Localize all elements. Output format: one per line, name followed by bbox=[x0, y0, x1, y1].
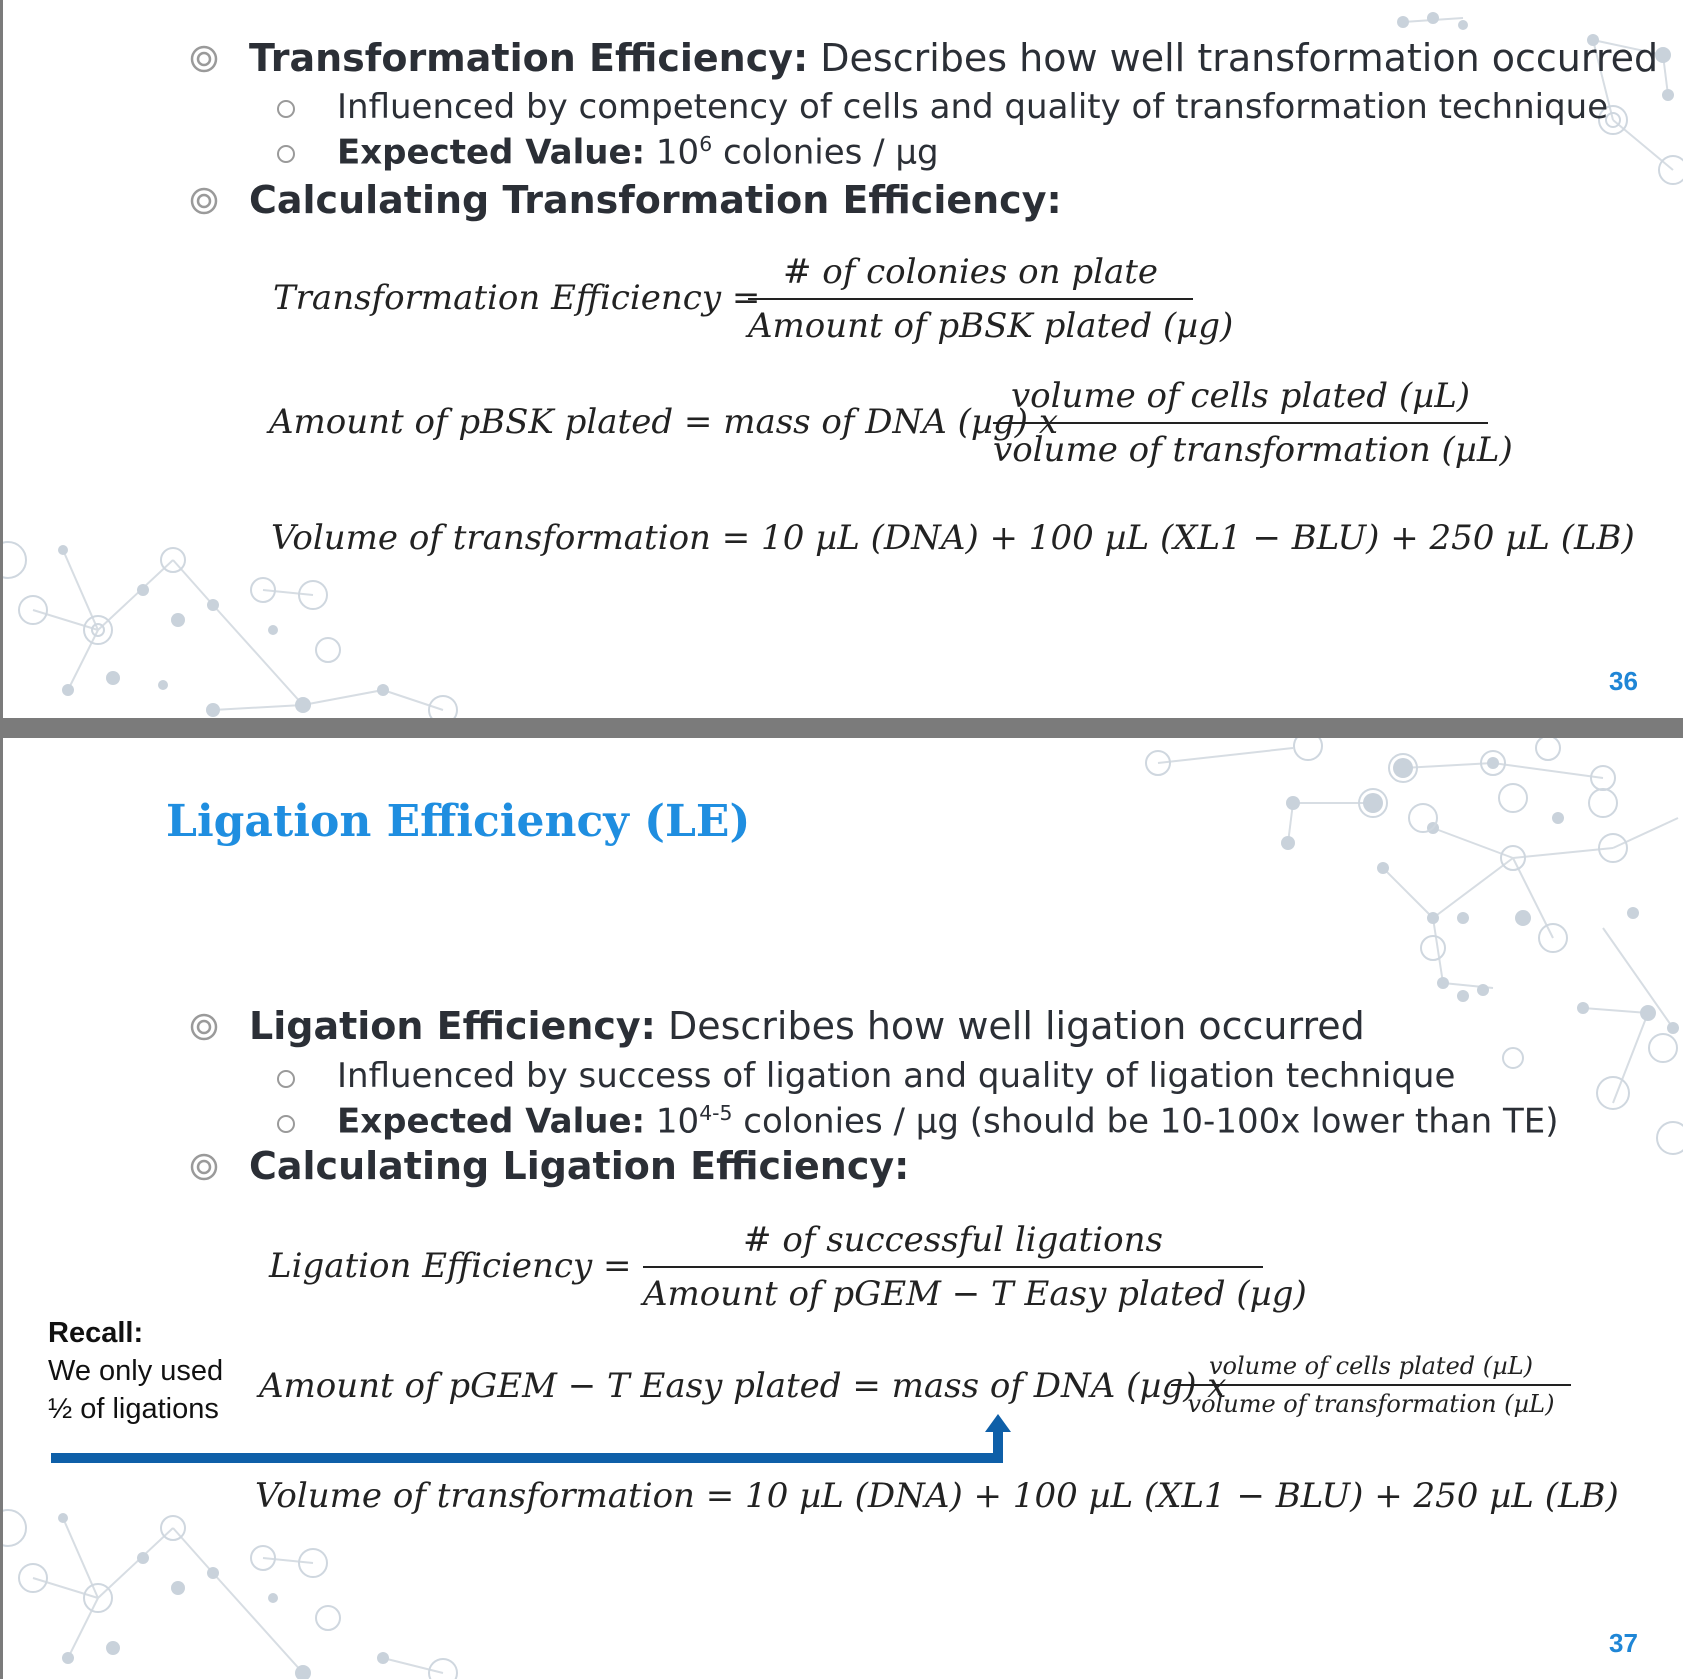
recall-line-1: We only used bbox=[48, 1355, 224, 1387]
sub-bullet-icon bbox=[277, 100, 295, 118]
eq-amount-denominator: volume of transformation (µL) bbox=[993, 430, 1513, 470]
sub-bullet-influenced: Influenced by competency of cells and quality of transformation technique bbox=[337, 87, 1609, 127]
eq-le-fraction bbox=[643, 1220, 1307, 1314]
sub-bullet-influenced: Influenced by success of ligation and quality of ligation technique bbox=[337, 1056, 1456, 1096]
eq-te-denominator: Amount of pBSK plated (µg) bbox=[748, 306, 1234, 346]
bullet-calculating-te: Calculating Transformation Efficiency: bbox=[249, 178, 1062, 222]
bullet-ring-icon bbox=[189, 186, 219, 216]
molecule-decoration bbox=[3, 738, 1683, 1679]
eq-volume: Volume of transformation = 10 µL (DNA) + 100 µL (XL1 − BLU) + 250 µL (LB) bbox=[255, 1476, 1619, 1516]
recall-line-2: ½ of ligations bbox=[48, 1393, 219, 1425]
page-title: Ligation Efficiency (LE) bbox=[166, 796, 751, 847]
eq-le-numerator: # of successful ligations bbox=[743, 1220, 1163, 1260]
eq-le-denominator: Amount of pGEM − T Easy plated (µg) bbox=[643, 1274, 1307, 1314]
bullet-calculating-le: Calculating Ligation Efficiency: bbox=[249, 1144, 910, 1188]
eq-volume: Volume of transformation = 10 µL (DNA) + 100 µL (XL1 − BLU) + 250 µL (LB) bbox=[271, 518, 1635, 558]
bullet-ring-icon bbox=[189, 44, 219, 74]
recall-arrow-icon bbox=[43, 1408, 1023, 1468]
sub-bullet-expected-value: Expected Value: 10$^{4-5}$ colonies / µg (should be 10-100x lower than TE) bbox=[337, 1101, 1559, 1142]
eq-te-lhs: Transformation Efficiency = bbox=[273, 278, 761, 318]
sub-bullet-icon bbox=[277, 145, 295, 163]
eq-te-fraction bbox=[748, 252, 1234, 346]
eq-amount-numerator: volume of cells plated (µL) bbox=[1208, 1352, 1534, 1380]
page-number: 36 bbox=[1609, 666, 1638, 696]
eq-amount-lhs: Amount of pBSK plated = mass of DNA (µg) x bbox=[269, 402, 1059, 442]
eq-amount-numerator: volume of cells plated (µL) bbox=[1010, 376, 1471, 416]
eq-te-numerator: # of colonies on plate bbox=[782, 252, 1159, 292]
recall-heading: Recall: bbox=[48, 1317, 144, 1349]
eq-amount-lhs: Amount of pGEM − T Easy plated = mass of DNA (µg) x bbox=[259, 1366, 1227, 1406]
bullet-ligation-efficiency: Ligation Efficiency: Describes how well ligation occurred bbox=[249, 1004, 1365, 1048]
bullet-ring-icon bbox=[189, 1012, 219, 1042]
eq-amount-fraction bbox=[1171, 1352, 1571, 1418]
eq-le-lhs: Ligation Efficiency = bbox=[269, 1246, 632, 1286]
page-number: 37 bbox=[1609, 1628, 1638, 1658]
bullet-ring-icon bbox=[189, 1152, 219, 1182]
sub-bullet-expected-value: Expected Value: $10^6$ colonies / µg bbox=[337, 132, 939, 173]
eq-amount-fraction bbox=[993, 376, 1513, 470]
bullet-transformation-efficiency: Transformation Efficiency: Describes how well transformation occurred bbox=[249, 36, 1659, 80]
slide-37 bbox=[3, 738, 1683, 1679]
sub-bullet-icon bbox=[277, 1070, 295, 1088]
sub-bullet-icon bbox=[277, 1115, 295, 1133]
slide-36 bbox=[3, 0, 1683, 718]
eq-amount-denominator: volume of transformation (µL) bbox=[1187, 1390, 1555, 1418]
